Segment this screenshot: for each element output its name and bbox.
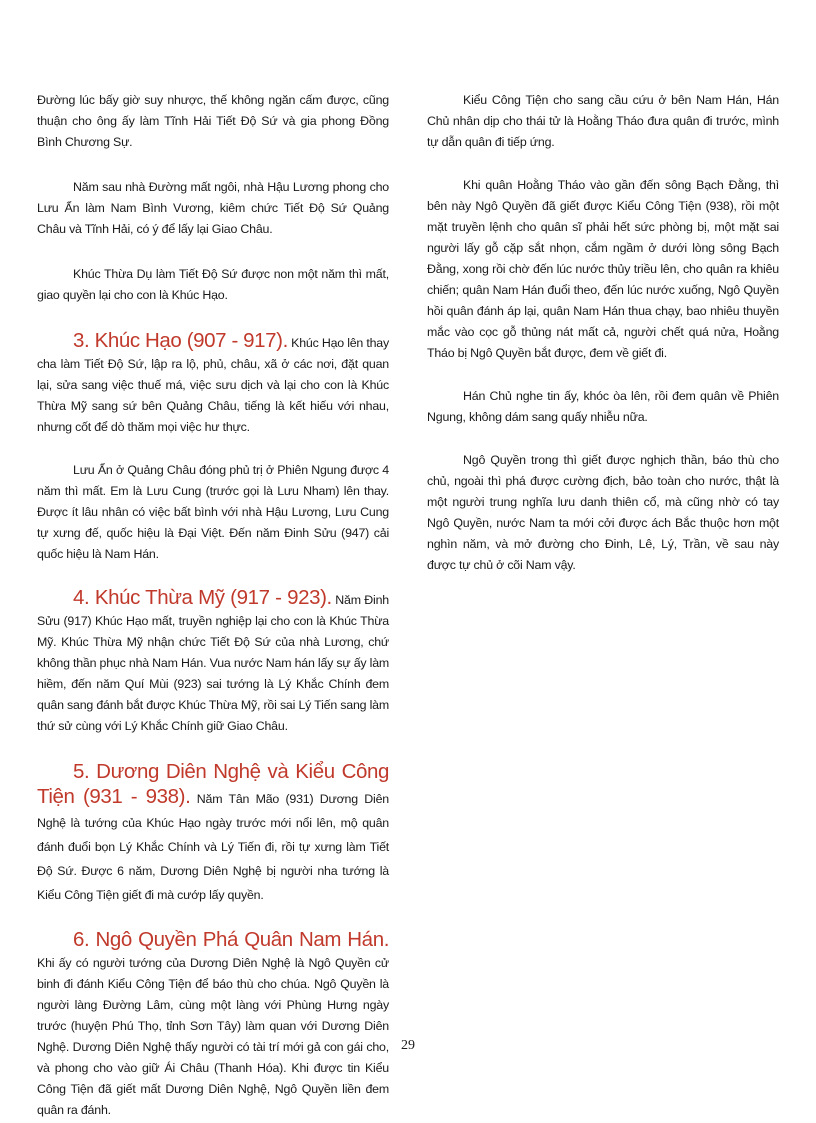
- section-3: [37, 330, 389, 438]
- paragraph: Lưu Ẩn ở Quảng Châu đóng phủ trị ở Phiên Ngung được 4 năm thì mất. Em là Lưu Cung (trước gọi là Lưu Nham) lên thay. Được ít lâu nhân có việc bất bình với nhà Hậu Lương, Lưu Cung tự xưng đế, quốc hiệu là Đại Việt. Đến năm Đinh Sửu (947) cải quốc hiệu là Nam Hán.: [37, 463, 389, 561]
- paragraph: Năm sau nhà Đường mất ngôi, nhà Hậu Lương phong cho Lưu Ẩn làm Nam Bình Vương, kiêm chức Tiết Độ Sứ Quảng Châu và Tĩnh Hải, có ý để lấy lại Giao Châu.: [37, 180, 389, 236]
- section-6-heading: 6. Ngô Quyền Phá Quân Nam Hán.: [73, 928, 389, 951]
- paragraph: Kiểu Công Tiện cho sang cầu cứu ở bên Nam Hán, Hán Chủ nhân dịp cho thái tử là Hoằng Tháo đưa quân đi trước, mình tự dẫn quân đi tiếp ứng.: [427, 93, 779, 149]
- paragraph: Khúc Thừa Dụ làm Tiết Độ Sứ được non một năm thì mất, giao quyền lại cho con là Khúc Hạo.: [37, 267, 389, 302]
- section-4-heading: 4. Khúc Thừa Mỹ (917 - 923).: [73, 586, 332, 609]
- section-5-body: Năm Tân Mão (931) Dương Diên Nghệ là tướng của Khúc Hạo ngày trước mới nổi lên, mộ quân đánh đuổi bọn Lý Khắc Chính và Lý Tiến đi, rồi tự xưng làm Tiết Độ Sứ. Được 6 năm, Dương Diên Nghệ bị người nha tướng là Kiểu Công Tiện giết đi mà cướp lấy quyền.: [37, 792, 389, 902]
- section-6-body: Khi ấy có người tướng của Dương Diên Nghệ là Ngô Quyền cử binh đi đánh Kiểu Công Tiện để báo thù cho chúa. Ngô Quyền là người làng Đường Lâm, cùng một làng với Phùng Hưng ngày trước (huyện Phú Thọ, tỉnh Sơn Tây) làm quan với Dương Diên Nghệ. Dương Diên Nghệ thấy người có tài trí mới gả con gái cho, và phong cho vào giữ Ái Châu (Thanh Hóa). Khi được tin Kiểu Công Tiện đã giết mất Dương Diên Nghệ, Ngô Quyền liền đem quân ra đánh.: [37, 956, 389, 1117]
- paragraph: Đường lúc bấy giờ suy nhược, thế không ngăn cấm được, cũng thuận cho ông ấy làm Tĩnh Hải Tiết Độ Sứ và gia phong Đồng Bình Chương Sự.: [37, 93, 389, 149]
- section-6: [37, 929, 389, 1121]
- paragraph: Hán Chủ nghe tin ấy, khóc òa lên, rồi đem quân về Phiên Ngung, không dám sang quấy nhiễu nữa.: [427, 389, 779, 424]
- section-4-body: Năm Đinh Sửu (917) Khúc Hạo mất, truyền nghiệp lại cho con là Khúc Thừa Mỹ. Khúc Thừa Mỹ nhận chức Tiết Độ Sứ của nhà Lương, chứ không thần phục nhà Nam Hán. Vua nước Nam hán lấy sự ấy làm hiềm, đến năm Quí Mùi (923) sai tướng là Lý Khắc Chính đem quân sang đánh bắt được Khúc Thừa Mỹ, rồi sai Lý Tiến sang làm thứ sử cùng với Lý Khắc Chính giữ Giao Châu.: [37, 593, 390, 733]
- paragraph: Ngô Quyền trong thì giết được nghịch thần, báo thù cho chủ, ngoài thì phá được cường địch, bảo toàn cho nước, thật là một người trung nghĩa lưu danh thiên cổ, mà cũng nhờ có tay Ngô Quyền, nước Nam ta mới cởi được ách Bắc thuộc hơn một nghìn năm, và mở đường cho Đinh, Lê, Lý, Trần, về sau này được tự chủ ở cõi Nam vậy.: [427, 453, 779, 572]
- section-5: [37, 761, 389, 907]
- page-number: 29: [401, 1038, 415, 1053]
- section-3-heading: 3. Khúc Hạo (907 - 917).: [73, 329, 288, 352]
- paragraph: Khi quân Hoằng Tháo vào gần đến sông Bạch Đằng, thì bên này Ngô Quyền đã giết được Kiểu Công Tiện (938), rồi một mặt truyền lệnh cho quân sĩ phải hết sức phòng bị, một mặt sai người lấy gỗ cặp sắt nhọn, cắm ngầm ở dưới lòng sông Bạch Đằng, xong rồi chờ đến lúc nước thủy triều lên, cho quân ra khiêu chiến; quân Nam Hán đuổi theo, đến lúc nước xuống, Ngô Quyền hồi quân đánh áp lại, quân Nam Hán thua chạy, bao nhiêu thuyền mắc vào cọc gỗ thủng nát mất cả, người chết quá nửa, Hoằng Tháo bị Ngô Quyền bắt được, đem về giết đi.: [427, 178, 779, 360]
- section-5-heading: 5. Dương Diên Nghệ và Kiểu Công Tiện (931 - 938).: [37, 760, 389, 808]
- right-column: [427, 90, 779, 576]
- section-4: [37, 587, 389, 737]
- left-column: [37, 90, 389, 1121]
- section-3-body: Khúc Hạo lên thay cha làm Tiết Độ Sứ, lập ra lộ, phủ, châu, xã ở các nơi, đặt quan lại, sửa sang việc thuế má, việc sưu dịch và lại cho con là Khúc Thừa Mỹ sang sứ bên Quảng Châu, tiếng là kết hiếu với nhau, nhưng cốt để dò thăm mọi việc hư thực.: [37, 336, 389, 434]
